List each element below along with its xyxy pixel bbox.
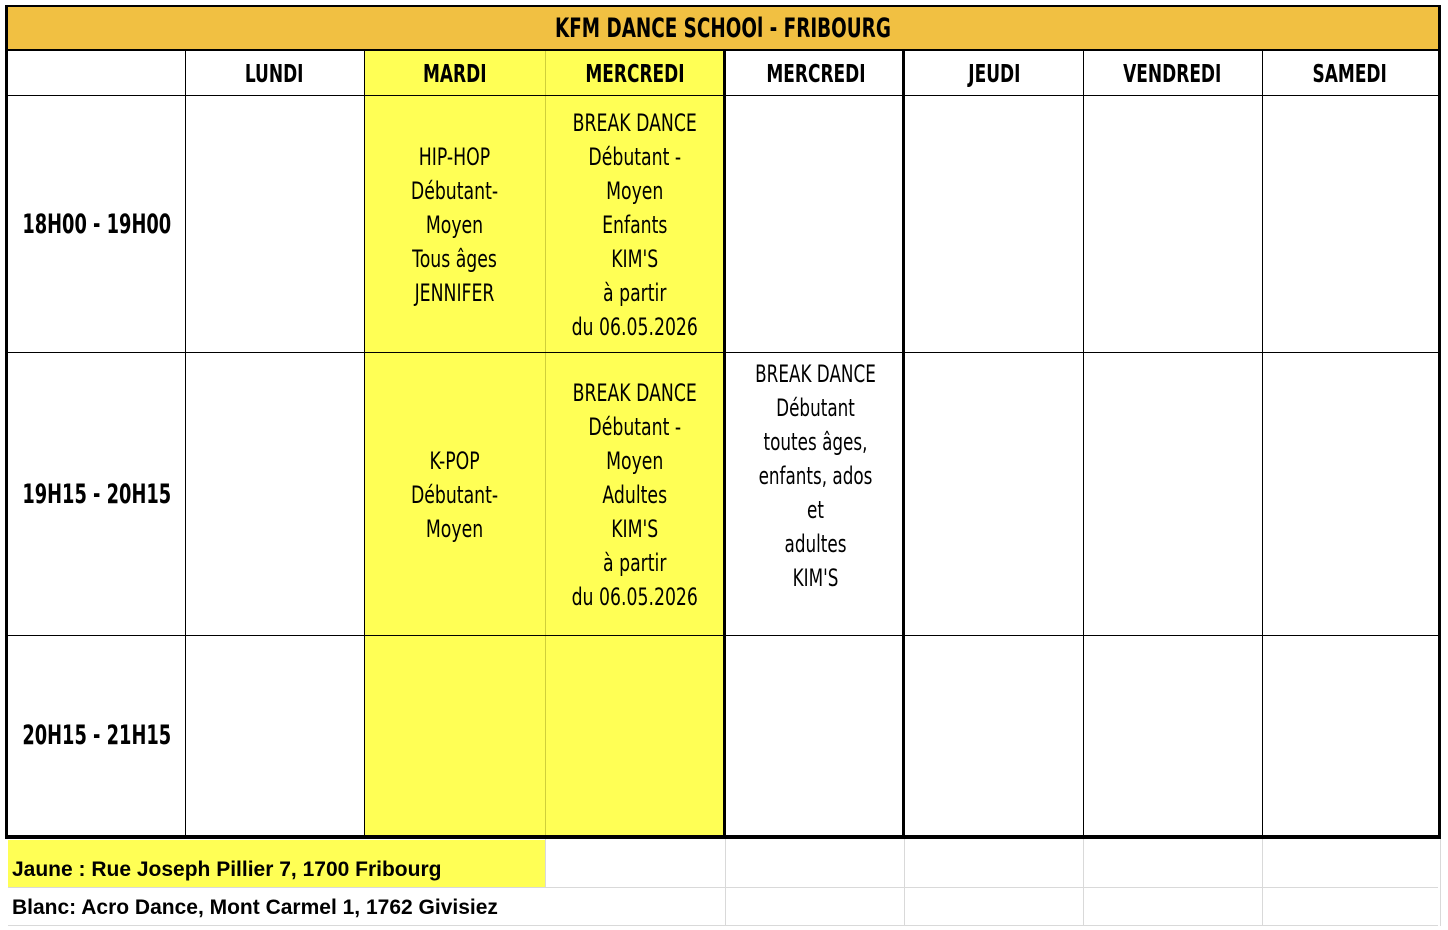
light-gridline [8, 925, 1438, 926]
class-line: adultes [784, 530, 847, 558]
day-label: VENDREDI [1123, 58, 1222, 88]
gridline [185, 50, 186, 835]
class-line: KIM'S [610, 514, 659, 543]
page-title: KFM DANCE SCHOOl - FRIBOURG [555, 13, 891, 44]
class-line: Débutant [776, 394, 855, 422]
class-line: enfants, ados et [758, 462, 873, 524]
light-gridline [1440, 838, 1441, 926]
thick-divider-jeudi [902, 50, 905, 839]
day-header-mardi [364, 50, 545, 96]
class-line: Débutant- [410, 480, 499, 509]
outer-border-left [5, 5, 8, 839]
time-slot-3 [8, 636, 185, 835]
class-line: BREAK DANCE [755, 360, 876, 388]
day-label: MERCREDI [584, 58, 685, 88]
time-label: 19H15 - 20H15 [22, 479, 171, 510]
time-slot-2 [8, 353, 185, 636]
class-line: JENNIFER [414, 278, 495, 307]
day-header-mercredi [545, 50, 724, 96]
class-line: Débutant - [588, 412, 681, 441]
class-line: KIM'S [610, 244, 659, 273]
day-header-lundi [185, 50, 364, 96]
day-header-jeudi [905, 50, 1083, 96]
light-gridline [545, 838, 546, 888]
class-cell-mardi-1 [364, 96, 545, 353]
class-line: BREAK DANCE [572, 108, 697, 137]
day-label: LUNDI [245, 58, 304, 88]
outer-border-top [6, 5, 1440, 7]
gridline [1262, 50, 1263, 835]
time-label: 20H15 - 21H15 [22, 720, 171, 751]
day-label: MERCREDI [765, 58, 866, 88]
title-band [8, 7, 1438, 50]
class-line: à partir [602, 278, 667, 307]
class-line: Moyen [425, 514, 484, 543]
class-line: Débutant - [588, 142, 681, 171]
class-line: Tous âges [412, 244, 497, 273]
class-line: Moyen [605, 446, 664, 475]
day-header-samedi [1262, 50, 1438, 96]
light-gridline [1083, 838, 1084, 926]
class-line: du 06.05.2026 [571, 312, 698, 341]
legend-white: Blanc: Acro Dance, Mont Carmel 1, 1762 Givisiez [12, 896, 498, 919]
class-cell-mercredi-1 [545, 96, 724, 353]
class-cell-mercredi-2 [545, 353, 724, 636]
class-line: à partir [602, 548, 667, 577]
time-slot-1 [8, 96, 185, 353]
day-header-vendredi [1083, 50, 1262, 96]
day-header-mercredi-b [726, 50, 905, 96]
outer-border-bottom [5, 835, 1441, 839]
gridline [1083, 50, 1084, 835]
class-line: Débutant-Moyen [410, 176, 499, 239]
day-label: MARDI [422, 58, 487, 88]
class-line: HIP-HOP [418, 142, 491, 171]
thick-divider-mercredi [723, 50, 726, 839]
outer-border-right [1438, 5, 1441, 839]
light-gridline [1262, 838, 1263, 926]
day-label: JEUDI [967, 58, 1021, 88]
class-line: K-POP [429, 446, 480, 475]
light-gridline [904, 838, 905, 926]
time-label: 18H00 - 19H00 [22, 209, 171, 240]
class-line: BREAK DANCE [572, 378, 697, 407]
day-label: SAMEDI [1312, 58, 1388, 88]
gridline [364, 50, 365, 835]
light-gridline [545, 50, 546, 835]
light-gridline [725, 838, 726, 926]
legend-yellow: Jaune : Rue Joseph Pillier 7, 1700 Fribourg [12, 858, 442, 881]
light-gridline [8, 887, 1438, 888]
class-cell-mercredi-b-2 [726, 353, 905, 613]
class-line: Enfants [601, 210, 668, 239]
class-line: Adultes [602, 480, 667, 509]
class-cell-mardi-2 [364, 353, 545, 636]
class-line: du 06.05.2026 [571, 582, 698, 611]
class-line: Moyen [605, 176, 664, 205]
class-line: KIM'S [792, 564, 839, 592]
class-line: toutes âges, [763, 428, 868, 456]
